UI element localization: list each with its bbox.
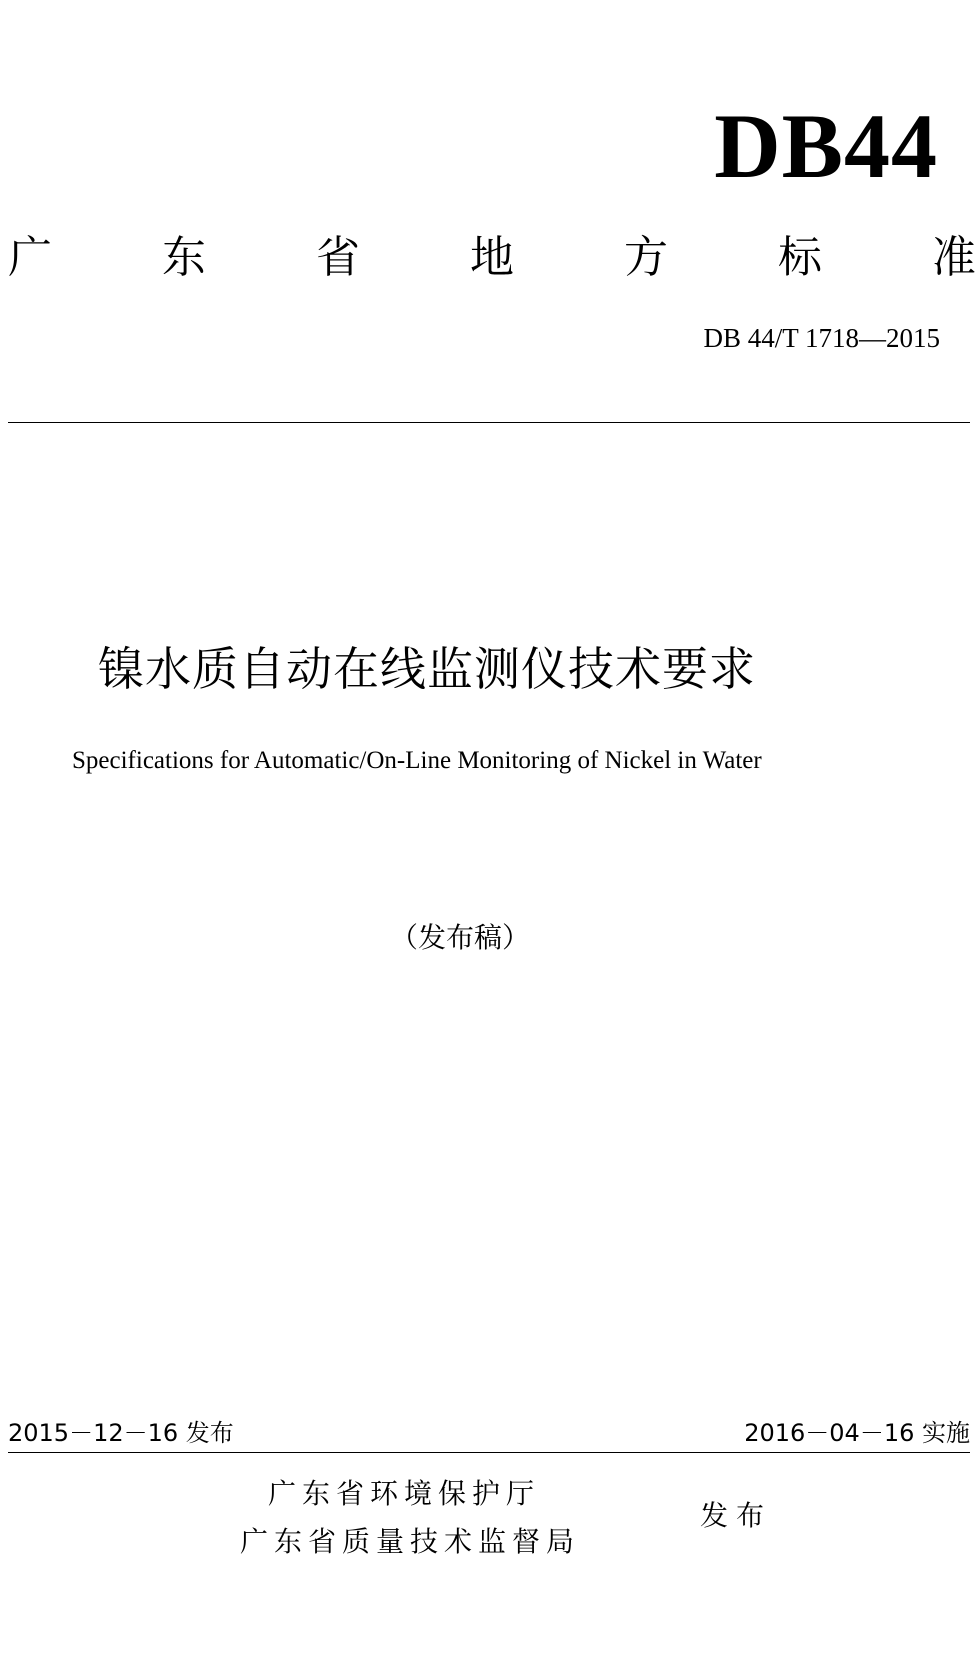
draft-status-note: （发布稿） <box>389 921 530 954</box>
title-char: 方 <box>624 232 668 283</box>
document-title-english: Specifications for Automatic/On-Line Monitoring of Nickel in Water <box>72 747 762 774</box>
issue-date: 2015－12－16 发布 <box>8 1419 234 1447</box>
issuer-name: 广东省环境保护厅 <box>268 1477 541 1510</box>
standard-code-mark: DB44 <box>714 95 938 197</box>
effective-date: 2016－04－16 实施 <box>744 1419 970 1447</box>
document-title-chinese: 镍水质自动在线监测仪技术要求 <box>98 642 756 696</box>
bottom-divider <box>8 1452 970 1453</box>
title-char: 准 <box>932 232 976 283</box>
title-char: 东 <box>162 232 206 283</box>
standard-category-title <box>8 232 976 283</box>
title-char: 地 <box>470 232 514 283</box>
standard-number: DB 44/T 1718—2015 <box>703 323 940 353</box>
title-char: 广 <box>8 232 52 283</box>
issuing-authorities <box>240 1477 581 1576</box>
title-char: 标 <box>778 232 822 283</box>
issuer-name: 广东省质量技术监督局 <box>240 1525 581 1558</box>
title-char: 省 <box>316 232 360 283</box>
publish-label: 发布 <box>700 1499 773 1532</box>
top-divider <box>8 422 970 423</box>
